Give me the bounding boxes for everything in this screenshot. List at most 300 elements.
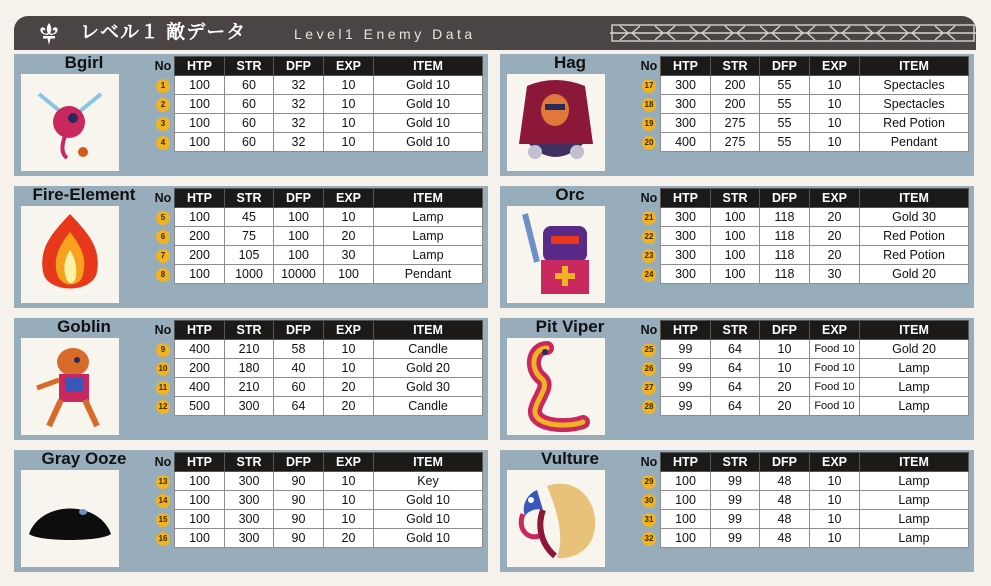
cell-item: Gold 10 bbox=[374, 529, 483, 548]
cell-dfp: 10 bbox=[760, 340, 810, 359]
cell-htp: 300 bbox=[661, 227, 711, 246]
cell-str: 75 bbox=[225, 227, 274, 246]
cell-htp: 100 bbox=[661, 472, 711, 491]
col-str: STR bbox=[711, 189, 760, 208]
table-row bbox=[638, 76, 969, 95]
cell-str: 64 bbox=[711, 378, 760, 397]
cell-item: Gold 10 bbox=[374, 491, 483, 510]
col-no: No bbox=[640, 323, 658, 337]
cell-exp: 20 bbox=[810, 246, 860, 265]
table-row bbox=[638, 133, 969, 152]
stats-table bbox=[638, 320, 969, 416]
col-dfp: DFP bbox=[760, 453, 810, 472]
table-header-row bbox=[152, 453, 483, 472]
cell-item: Gold 10 bbox=[374, 114, 483, 133]
col-htp: HTP bbox=[175, 57, 225, 76]
col-htp: HTP bbox=[661, 453, 711, 472]
cell-htp: 400 bbox=[175, 378, 225, 397]
cell-htp: 100 bbox=[175, 76, 225, 95]
cell-str: 99 bbox=[711, 529, 760, 548]
cell-item: Gold 20 bbox=[374, 359, 483, 378]
row-number-badge: 16 bbox=[156, 532, 170, 546]
row-number-badge: 24 bbox=[642, 268, 656, 282]
cell-exp: 10 bbox=[810, 491, 860, 510]
goblin-sprite-icon bbox=[21, 338, 119, 435]
stats-table bbox=[152, 188, 483, 284]
table-row bbox=[152, 76, 483, 95]
cell-dfp: 32 bbox=[274, 95, 324, 114]
cell-str: 275 bbox=[711, 114, 760, 133]
cell-dfp: 32 bbox=[274, 76, 324, 95]
col-str: STR bbox=[711, 453, 760, 472]
col-dfp: DFP bbox=[274, 453, 324, 472]
stats-table bbox=[152, 320, 483, 416]
enemy-name: Goblin bbox=[57, 317, 111, 336]
cell-exp: 10 bbox=[324, 114, 374, 133]
cell-exp: 10 bbox=[810, 510, 860, 529]
cell-htp: 300 bbox=[661, 114, 711, 133]
table-row bbox=[638, 510, 969, 529]
row-number-badge: 6 bbox=[156, 230, 170, 244]
cell-item: Gold 20 bbox=[860, 340, 969, 359]
table-row bbox=[152, 265, 483, 284]
cell-item: Pendant bbox=[374, 265, 483, 284]
col-dfp: DFP bbox=[760, 189, 810, 208]
cell-str: 300 bbox=[225, 510, 274, 529]
cell-exp: Food 10 bbox=[810, 397, 860, 416]
cell-htp: 99 bbox=[661, 378, 711, 397]
cell-dfp: 60 bbox=[274, 378, 324, 397]
cell-str: 99 bbox=[711, 491, 760, 510]
col-no: No bbox=[640, 59, 658, 73]
pit-viper-sprite-icon bbox=[507, 338, 605, 435]
cell-htp: 400 bbox=[661, 133, 711, 152]
row-number-badge: 2 bbox=[156, 98, 170, 112]
vulture-sprite-icon bbox=[507, 470, 605, 567]
cell-str: 100 bbox=[711, 246, 760, 265]
cell-htp: 300 bbox=[661, 246, 711, 265]
cell-dfp: 48 bbox=[760, 491, 810, 510]
cell-str: 180 bbox=[225, 359, 274, 378]
col-item: ITEM bbox=[374, 321, 483, 340]
row-number-badge: 26 bbox=[642, 362, 656, 376]
cell-htp: 100 bbox=[661, 491, 711, 510]
enemy-name: Hag bbox=[553, 53, 587, 72]
enemy-name: Bgirl bbox=[64, 53, 104, 72]
cell-exp: 10 bbox=[324, 208, 374, 227]
col-exp: EXP bbox=[810, 57, 860, 76]
col-exp: EXP bbox=[810, 189, 860, 208]
cell-dfp: 10 bbox=[760, 359, 810, 378]
table-row bbox=[638, 378, 969, 397]
row-number-badge: 23 bbox=[642, 249, 656, 263]
cell-exp: 20 bbox=[810, 208, 860, 227]
row-number-badge: 3 bbox=[156, 117, 170, 131]
row-number-badge: 20 bbox=[642, 136, 656, 150]
col-item: ITEM bbox=[374, 57, 483, 76]
enemy-name: Fire-Element bbox=[32, 185, 136, 204]
cell-item: Red Potion bbox=[860, 227, 969, 246]
cell-exp: 10 bbox=[810, 76, 860, 95]
col-item: ITEM bbox=[860, 321, 969, 340]
cell-htp: 100 bbox=[175, 114, 225, 133]
col-item: ITEM bbox=[374, 453, 483, 472]
col-str: STR bbox=[225, 189, 274, 208]
cell-str: 64 bbox=[711, 359, 760, 378]
cell-exp: 10 bbox=[324, 133, 374, 152]
cell-str: 300 bbox=[225, 472, 274, 491]
cell-dfp: 48 bbox=[760, 510, 810, 529]
col-item: ITEM bbox=[374, 189, 483, 208]
table-row bbox=[638, 265, 969, 284]
cell-dfp: 90 bbox=[274, 472, 324, 491]
col-htp: HTP bbox=[175, 453, 225, 472]
cell-str: 99 bbox=[711, 510, 760, 529]
col-str: STR bbox=[225, 57, 274, 76]
cell-item: Red Potion bbox=[860, 114, 969, 133]
row-number-badge: 15 bbox=[156, 513, 170, 527]
cell-dfp: 100 bbox=[274, 208, 324, 227]
cell-exp: 10 bbox=[324, 510, 374, 529]
cell-dfp: 10000 bbox=[274, 265, 324, 284]
table-header-row bbox=[638, 321, 969, 340]
cell-htp: 99 bbox=[661, 340, 711, 359]
cell-htp: 100 bbox=[175, 491, 225, 510]
enemy-panel-goblin bbox=[14, 318, 488, 440]
cell-item: Lamp bbox=[374, 208, 483, 227]
cell-item: Gold 10 bbox=[374, 76, 483, 95]
enemy-panel-gray-ooze bbox=[14, 450, 488, 572]
row-number-badge: 30 bbox=[642, 494, 656, 508]
col-exp: EXP bbox=[324, 189, 374, 208]
col-item: ITEM bbox=[860, 57, 969, 76]
cell-dfp: 118 bbox=[760, 265, 810, 284]
cell-item: Candle bbox=[374, 397, 483, 416]
cell-dfp: 55 bbox=[760, 95, 810, 114]
cell-dfp: 55 bbox=[760, 114, 810, 133]
table-row bbox=[152, 340, 483, 359]
cell-exp: 10 bbox=[324, 95, 374, 114]
cell-dfp: 100 bbox=[274, 246, 324, 265]
table-row bbox=[152, 246, 483, 265]
cell-str: 60 bbox=[225, 133, 274, 152]
col-htp: HTP bbox=[175, 189, 225, 208]
fire-element-sprite-icon bbox=[21, 206, 119, 303]
table-row bbox=[638, 359, 969, 378]
table-header-row bbox=[638, 453, 969, 472]
cell-str: 100 bbox=[711, 227, 760, 246]
table-row bbox=[152, 95, 483, 114]
table-row bbox=[152, 359, 483, 378]
cell-htp: 200 bbox=[175, 227, 225, 246]
table-header-row bbox=[152, 57, 483, 76]
row-number-badge: 25 bbox=[642, 343, 656, 357]
cell-htp: 99 bbox=[661, 397, 711, 416]
cell-str: 100 bbox=[711, 208, 760, 227]
enemy-panel-bgirl bbox=[14, 54, 488, 176]
col-exp: EXP bbox=[324, 453, 374, 472]
page-header bbox=[14, 16, 976, 50]
row-number-badge: 22 bbox=[642, 230, 656, 244]
table-header-row bbox=[152, 321, 483, 340]
cell-str: 210 bbox=[225, 340, 274, 359]
enemy-name: Pit Viper bbox=[535, 317, 605, 336]
cell-str: 300 bbox=[225, 397, 274, 416]
col-htp: HTP bbox=[661, 57, 711, 76]
cell-exp: 10 bbox=[324, 340, 374, 359]
stats-table bbox=[638, 452, 969, 548]
col-no: No bbox=[154, 323, 172, 337]
table-row bbox=[152, 208, 483, 227]
cell-str: 1000 bbox=[225, 265, 274, 284]
gray-ooze-sprite-icon bbox=[21, 470, 119, 567]
col-dfp: DFP bbox=[274, 321, 324, 340]
cell-exp: 20 bbox=[324, 378, 374, 397]
cell-exp: 10 bbox=[810, 95, 860, 114]
enemy-name: Gray Ooze bbox=[41, 449, 127, 468]
cell-str: 200 bbox=[711, 95, 760, 114]
stats-table bbox=[638, 188, 969, 284]
row-number-badge: 11 bbox=[156, 381, 170, 395]
cell-htp: 300 bbox=[661, 76, 711, 95]
row-number-badge: 28 bbox=[642, 400, 656, 414]
row-number-badge: 9 bbox=[156, 343, 170, 357]
cell-str: 275 bbox=[711, 133, 760, 152]
col-exp: EXP bbox=[324, 57, 374, 76]
cell-htp: 200 bbox=[175, 359, 225, 378]
cell-htp: 300 bbox=[661, 265, 711, 284]
cell-dfp: 118 bbox=[760, 227, 810, 246]
cell-str: 99 bbox=[711, 472, 760, 491]
cell-item: Lamp bbox=[860, 510, 969, 529]
col-dfp: DFP bbox=[760, 321, 810, 340]
cell-htp: 100 bbox=[175, 95, 225, 114]
cell-htp: 500 bbox=[175, 397, 225, 416]
cell-item: Spectacles bbox=[860, 76, 969, 95]
table-row bbox=[152, 510, 483, 529]
cell-exp: 10 bbox=[324, 359, 374, 378]
col-exp: EXP bbox=[810, 453, 860, 472]
enemy-panel-orc bbox=[500, 186, 974, 308]
cell-exp: 10 bbox=[810, 114, 860, 133]
cell-htp: 300 bbox=[661, 95, 711, 114]
cell-item: Gold 10 bbox=[374, 133, 483, 152]
table-header-row bbox=[152, 189, 483, 208]
cell-htp: 100 bbox=[175, 265, 225, 284]
cell-exp: 20 bbox=[324, 227, 374, 246]
cell-dfp: 55 bbox=[760, 133, 810, 152]
col-htp: HTP bbox=[661, 189, 711, 208]
col-no: No bbox=[640, 455, 658, 469]
cell-htp: 100 bbox=[661, 529, 711, 548]
cell-item: Lamp bbox=[860, 397, 969, 416]
table-row bbox=[638, 227, 969, 246]
cell-item: Lamp bbox=[374, 246, 483, 265]
row-number-badge: 7 bbox=[156, 249, 170, 263]
table-header-row bbox=[638, 189, 969, 208]
table-row bbox=[638, 397, 969, 416]
col-no: No bbox=[154, 191, 172, 205]
cell-htp: 100 bbox=[175, 472, 225, 491]
col-str: STR bbox=[225, 453, 274, 472]
cell-dfp: 55 bbox=[760, 76, 810, 95]
col-item: ITEM bbox=[860, 453, 969, 472]
col-no: No bbox=[640, 191, 658, 205]
cell-htp: 100 bbox=[661, 510, 711, 529]
row-number-badge: 10 bbox=[156, 362, 170, 376]
stats-table bbox=[638, 56, 969, 152]
enemy-panel-hag bbox=[500, 54, 974, 176]
col-no: No bbox=[154, 59, 172, 73]
table-row bbox=[152, 227, 483, 246]
cell-htp: 100 bbox=[175, 208, 225, 227]
cell-str: 60 bbox=[225, 95, 274, 114]
cell-str: 64 bbox=[711, 397, 760, 416]
cell-exp: 20 bbox=[810, 227, 860, 246]
cell-exp: 30 bbox=[810, 265, 860, 284]
row-number-badge: 5 bbox=[156, 211, 170, 225]
table-row bbox=[638, 95, 969, 114]
col-item: ITEM bbox=[860, 189, 969, 208]
table-row bbox=[152, 529, 483, 548]
row-number-badge: 13 bbox=[156, 475, 170, 489]
cell-dfp: 64 bbox=[274, 397, 324, 416]
cell-dfp: 118 bbox=[760, 208, 810, 227]
table-row bbox=[152, 133, 483, 152]
cell-item: Candle bbox=[374, 340, 483, 359]
cell-str: 105 bbox=[225, 246, 274, 265]
cell-str: 210 bbox=[225, 378, 274, 397]
enemy-name: Vulture bbox=[541, 449, 599, 468]
row-number-badge: 4 bbox=[156, 136, 170, 150]
cell-dfp: 90 bbox=[274, 491, 324, 510]
cell-htp: 99 bbox=[661, 359, 711, 378]
row-number-badge: 32 bbox=[642, 532, 656, 546]
bgirl-sprite-icon bbox=[21, 74, 119, 171]
cell-item: Gold 10 bbox=[374, 95, 483, 114]
orc-sprite-icon bbox=[507, 206, 605, 303]
row-number-badge: 29 bbox=[642, 475, 656, 489]
table-header-row bbox=[638, 57, 969, 76]
col-dfp: DFP bbox=[274, 57, 324, 76]
cell-dfp: 32 bbox=[274, 133, 324, 152]
cell-item: Lamp bbox=[860, 472, 969, 491]
col-str: STR bbox=[711, 321, 760, 340]
cell-str: 300 bbox=[225, 529, 274, 548]
table-row bbox=[152, 397, 483, 416]
cell-str: 100 bbox=[711, 265, 760, 284]
row-number-badge: 21 bbox=[642, 211, 656, 225]
cell-item: Pendant bbox=[860, 133, 969, 152]
cell-exp: 10 bbox=[324, 472, 374, 491]
table-row bbox=[638, 491, 969, 510]
cell-dfp: 32 bbox=[274, 114, 324, 133]
stats-table bbox=[152, 56, 483, 152]
cell-exp: 10 bbox=[810, 529, 860, 548]
enemy-panel-fire-element bbox=[14, 186, 488, 308]
col-dfp: DFP bbox=[274, 189, 324, 208]
table-row bbox=[152, 491, 483, 510]
cell-dfp: 58 bbox=[274, 340, 324, 359]
cell-exp: Food 10 bbox=[810, 340, 860, 359]
enemy-name: Orc bbox=[555, 185, 585, 204]
cell-item: Gold 20 bbox=[860, 265, 969, 284]
cell-exp: 10 bbox=[810, 472, 860, 491]
cell-dfp: 118 bbox=[760, 246, 810, 265]
cell-dfp: 48 bbox=[760, 529, 810, 548]
col-str: STR bbox=[225, 321, 274, 340]
page-title: レベル１ 敵データ bbox=[80, 22, 247, 43]
col-exp: EXP bbox=[324, 321, 374, 340]
cell-exp: 20 bbox=[324, 397, 374, 416]
cell-item: Spectacles bbox=[860, 95, 969, 114]
table-row bbox=[638, 529, 969, 548]
row-number-badge: 14 bbox=[156, 494, 170, 508]
cell-exp: 100 bbox=[324, 265, 374, 284]
table-row bbox=[152, 114, 483, 133]
table-row bbox=[638, 208, 969, 227]
col-dfp: DFP bbox=[760, 57, 810, 76]
cell-dfp: 40 bbox=[274, 359, 324, 378]
cell-item: Gold 10 bbox=[374, 510, 483, 529]
row-number-badge: 31 bbox=[642, 513, 656, 527]
cell-item: Key bbox=[374, 472, 483, 491]
cell-str: 60 bbox=[225, 114, 274, 133]
table-row bbox=[638, 472, 969, 491]
col-htp: HTP bbox=[661, 321, 711, 340]
cell-htp: 100 bbox=[175, 529, 225, 548]
enemy-panel-pit-viper bbox=[500, 318, 974, 440]
cell-item: Lamp bbox=[860, 529, 969, 548]
row-number-badge: 17 bbox=[642, 79, 656, 93]
cell-exp: 20 bbox=[324, 529, 374, 548]
table-row bbox=[638, 340, 969, 359]
col-no: No bbox=[154, 455, 172, 469]
cell-str: 300 bbox=[225, 491, 274, 510]
cell-dfp: 90 bbox=[274, 510, 324, 529]
cell-dfp: 20 bbox=[760, 378, 810, 397]
cell-str: 60 bbox=[225, 76, 274, 95]
cell-dfp: 48 bbox=[760, 472, 810, 491]
cell-exp: 10 bbox=[324, 76, 374, 95]
ornament-border-icon bbox=[610, 22, 976, 44]
cell-htp: 400 bbox=[175, 340, 225, 359]
cell-exp: 30 bbox=[324, 246, 374, 265]
row-number-badge: 27 bbox=[642, 381, 656, 395]
cell-htp: 100 bbox=[175, 510, 225, 529]
cell-str: 45 bbox=[225, 208, 274, 227]
cell-item: Lamp bbox=[374, 227, 483, 246]
row-number-badge: 12 bbox=[156, 400, 170, 414]
cell-item: Gold 30 bbox=[860, 208, 969, 227]
cell-item: Lamp bbox=[860, 378, 969, 397]
stats-table bbox=[152, 452, 483, 548]
col-htp: HTP bbox=[175, 321, 225, 340]
cell-item: Gold 30 bbox=[374, 378, 483, 397]
cell-item: Lamp bbox=[860, 491, 969, 510]
cell-str: 200 bbox=[711, 76, 760, 95]
table-row bbox=[638, 114, 969, 133]
cell-dfp: 20 bbox=[760, 397, 810, 416]
page-subtitle: Level1 Enemy Data bbox=[294, 26, 476, 42]
table-row bbox=[152, 378, 483, 397]
cell-htp: 100 bbox=[175, 133, 225, 152]
cell-dfp: 100 bbox=[274, 227, 324, 246]
row-number-badge: 8 bbox=[156, 268, 170, 282]
col-str: STR bbox=[711, 57, 760, 76]
row-number-badge: 18 bbox=[642, 98, 656, 112]
cell-item: Red Potion bbox=[860, 246, 969, 265]
